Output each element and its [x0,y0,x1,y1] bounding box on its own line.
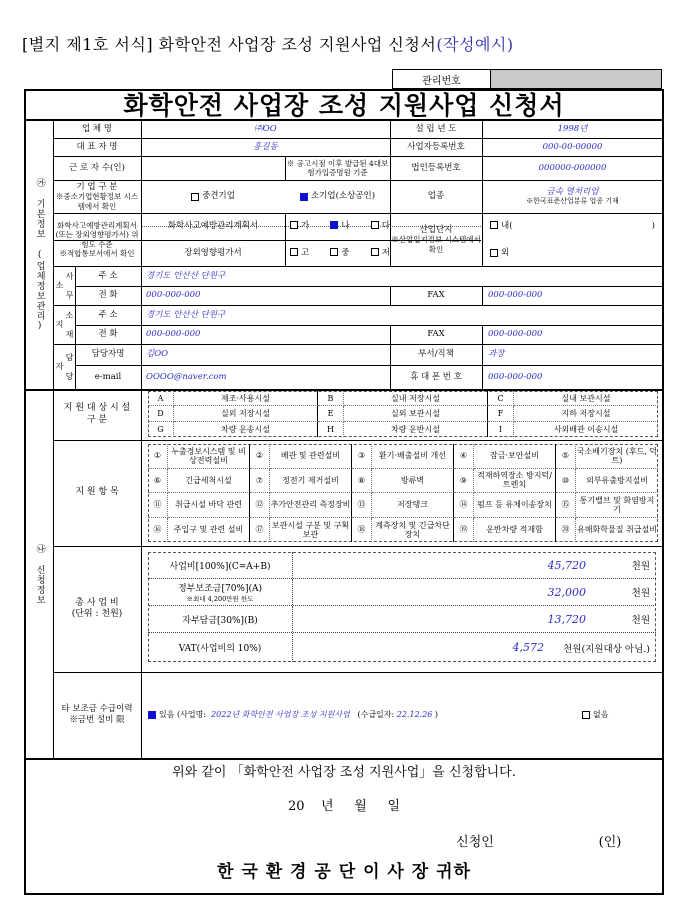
addressee: 한 국 환 경 공 단 이 사 장 귀하 [217,862,471,883]
site-address-value[interactable]: 경기도 안산산 단원구 [146,309,226,320]
prevention-plan-levels[interactable]: 가 나 다 [290,213,390,240]
total-cost-label: 총 사 업 비 (단위 : 천원) [71,597,123,619]
support-item-number[interactable]: ⑭ [454,493,474,518]
other-subsidy-no-option[interactable]: 없음 [582,672,652,758]
other-subsidy-date[interactable]: 22.12.26 [396,710,433,719]
facility-code: E [318,406,344,421]
cost-unit: 천원 [631,588,650,599]
support-item-name: 외부유출방지설비 [576,469,658,494]
cost-label-text: 자부담금[30%](B) [182,615,258,626]
support-item-name: 긴급세척시설 [168,469,250,494]
est-year-label: 설 립 년 도 [415,124,457,135]
rep-name-label: 대 표 자 명 [76,141,118,152]
support-item-number[interactable]: ⑲ [454,518,474,543]
support-item-name: 추가안전관리 측정장비 [270,493,352,518]
rep-name-value[interactable]: 홍길동 [253,141,278,152]
facility-name[interactable]: 실내 저장시설 [344,391,488,406]
biz-reg-label: 사업자등록번호 [407,141,465,152]
support-item-name: 운반차량 적재함 [474,518,556,543]
support-item-name: 적재하역장소 방지턱/트렌치 [474,469,556,494]
management-number-label: 관리번호 [393,70,491,88]
corp-reg-label: 법인등록번호 [411,162,461,173]
support-item-number[interactable]: ⑮ [556,493,576,518]
support-item-number[interactable]: ⑫ [250,493,270,518]
contact-email-label: e-mail [94,371,122,382]
employee-count-note: ※ 공고시점 이후 발급된 4대보험가입증명원 기준 [286,158,389,177]
office-fax-value[interactable]: 000-000-000 [488,290,543,301]
support-item-number[interactable]: ② [250,444,270,469]
support-item-number[interactable]: ③ [352,444,372,469]
facility-name[interactable]: 제조·사용시설 [174,391,318,406]
checkbox-icon [290,248,298,256]
example-tag: (작성예시) [436,35,514,54]
facility-code: C [488,391,514,406]
support-item-number[interactable]: ⑩ [556,469,576,494]
facility-name[interactable]: 실외 저장시설 [174,406,318,421]
support-item-name: 유해화학물질 취급설비 [577,525,657,535]
checkbox-icon [290,221,298,229]
cost-label-note: ※최대 4,200만원 한도 [186,595,254,603]
office-phone-label: 전 화 [98,290,118,301]
cost-amount[interactable]: 32,000 [547,585,586,599]
employee-count-value[interactable] [141,156,285,180]
checkbox-icon [490,249,498,257]
support-item-number[interactable]: ⑥ [148,469,168,494]
company-name-value[interactable]: ㈜OO [254,124,277,135]
support-item-number[interactable]: ⑤ [556,444,576,469]
company-type-label: 기 업 구 분 ※중소기업현황정보 시스템에서 확인 [55,181,139,211]
office-fax-label: FAX [427,290,445,301]
support-item-name: 통기밸브 및 화염방지기 [576,493,658,518]
support-item-name: 취급시설 바닥 관련 [168,493,250,518]
cost-unit: 천원(지원대상 아님.) [563,643,650,655]
site-fax-value[interactable]: 000-000-000 [488,329,543,340]
checkbox-icon [330,248,338,256]
facility-name[interactable]: 차량 운반시설 [344,422,488,437]
checkbox-checked-icon [330,221,338,229]
facility-name[interactable]: 실내 보관시설 [514,391,658,406]
seal-mark[interactable]: (인) [598,834,622,850]
support-items-label: 지 원 항 목 [75,487,119,498]
risk-level-label: 화학사고예방관리계획서 (또는 장외영향평가서) 위험도 수준 ※적합통보서에서 확인 [55,220,139,258]
contact-name-value[interactable]: 김OO [146,349,169,360]
checkbox-checked-icon [148,711,156,719]
biz-reg-value[interactable]: 000-00-00000 [542,141,603,152]
section-basic-info-label: ㉮ 기본정보 (업체정보관리) [34,178,45,332]
contact-label: 담 당 자 [55,352,74,381]
cost-row-label [148,552,293,578]
cost-label-text: 정부보조금[70%](A) [177,584,263,594]
facility-type-label: 지 원 대 상 시 설 구 분 [63,403,131,425]
corp-reg-value[interactable]: 000000-000000 [538,162,607,173]
cost-amount[interactable]: 13,720 [547,612,586,626]
complex-outside-option[interactable]: 외 [490,240,590,266]
contact-mobile-label: 휴 대 폰 번 호 [410,371,462,382]
support-item-number[interactable]: ⑬ [352,493,372,518]
checkbox-icon [490,221,498,229]
office-address-label: 주 소 [98,270,118,281]
cost-row [148,633,656,662]
cost-label-text: VAT(사업비의 10%) [178,644,262,654]
facility-code: A [148,391,174,406]
cost-row-label [148,579,293,605]
cost-label-text: 사업비[100%](C=A+B) [169,561,271,572]
type-small-option[interactable]: 소기업(소상공인) [285,180,390,213]
site-phone-label: 전 화 [98,329,118,340]
facility-code: B [318,391,344,406]
complex-inside-option[interactable]: 내( ) [490,213,655,240]
cost-value[interactable] [293,579,656,605]
support-item-name: 정전기 제거설비 [270,469,352,494]
support-item-number[interactable]: ⑦ [250,469,270,494]
est-year-value[interactable]: 1998년 [557,124,588,135]
cost-unit: 천원 [631,561,650,572]
type-midsize-option[interactable]: 중견기업 [141,180,285,213]
support-item-number[interactable]: ⑳ [556,518,576,543]
support-item-number[interactable]: ⑧ [352,469,372,494]
cost-row [148,579,656,606]
contact-email-value[interactable]: OOOO@naver.com [146,371,227,382]
section-application-label: ㉯ 신청정보 [34,544,45,605]
cost-value[interactable] [293,606,656,632]
cost-row-label [148,633,293,662]
contact-name-label: 담당자명 [91,349,125,360]
support-item-name: 펌프 등 유체이송장치 [474,493,556,518]
checkbox-checked-icon [300,193,308,201]
facility-code: I [488,422,514,437]
facility-name[interactable]: 차량 운송시설 [174,422,318,437]
site-label: 소 재 지 [55,310,74,339]
support-item-name: 주입구 및 관련 설비 [168,518,250,543]
cost-unit: 천원 [631,615,650,626]
support-item-name: 잠금·보안설비 [474,444,556,469]
declaration-statement: 위와 같이 「화학안전 사업장 조성 지원사업」을 신청합니다. [172,764,516,780]
facility-name[interactable]: 사외배관 이송시설 [553,424,619,434]
site-phone-value[interactable]: 000-000-000 [146,329,201,340]
support-item-name: 저장탱크 [372,493,454,518]
facility-code: D [148,406,174,421]
facility-code: G [148,422,174,437]
support-item-number[interactable]: ⑪ [148,493,168,518]
industrial-complex-label: 산업단지 ※산업입지정보 시스템에서 확인 [391,224,481,254]
industry-label: 업종 [427,191,445,202]
cost-row [148,552,656,579]
cost-amount[interactable]: 45,720 [547,558,586,572]
contact-mobile-value[interactable]: 000-000-000 [488,371,543,382]
other-subsidy-project[interactable]: 2022년 화학안전 사업장 조성 지원사업 [211,710,350,719]
contact-dept-label: 부서/직책 [418,349,454,360]
support-item-number[interactable]: ⑨ [454,469,474,494]
other-subsidy-yes-option[interactable]: 있음 (사업명: 2022년 화학안전 사업장 조성 지원사업 (수급일자: 22.12.26 ) [148,672,588,758]
office-label: 사 무 소 [55,271,74,300]
support-item-number[interactable]: ④ [454,444,474,469]
form-title: 화학안전 사업장 조성 지원사업 신청서 [24,89,664,121]
employee-count-label: 근 로 자 수(인) [69,162,125,173]
contact-dept-value[interactable]: 과장 [488,349,505,360]
support-item-number[interactable]: ① [148,444,168,469]
facility-grid [148,391,658,437]
checkbox-icon [582,711,590,719]
support-item-name: 방류벽 [372,469,454,494]
support-item-name: 계측장치 및 긴급차단장치 [372,518,454,543]
checkbox-icon [371,221,379,229]
offsite-assessment-label: 장외영향평가서 [184,247,242,258]
support-item-name: 국소배기장치 (후드, 덕트) [576,444,658,469]
application-date[interactable]: 20 년 월 일 [287,798,401,814]
cost-amount[interactable]: 4,572 [512,641,544,654]
support-item-number[interactable]: ⑯ [148,518,168,543]
site-fax-label: FAX [427,329,445,340]
checkbox-icon [191,193,199,201]
office-phone-value[interactable]: 000-000-000 [146,290,201,301]
office-address-value[interactable]: 경기도 안산산 단원구 [146,270,226,281]
support-item-name: 보관시설 구분 및 구획 보관 [270,518,352,543]
support-grid [148,444,658,542]
industry-value[interactable]: 금속 열처리업 ※한국표준산업분류 업종 기재 [526,186,619,206]
cost-value[interactable] [293,633,656,662]
site-address-label: 주 소 [98,309,118,320]
support-item-number[interactable]: ⑱ [352,518,372,543]
facility-name[interactable]: 실외 보관시설 [344,406,488,421]
prevention-plan-label: 화학사고예방관리계획서 [167,221,259,232]
company-name-label: 업 체 명 [81,124,113,135]
support-item-name: 배관 및 관련설비 [270,444,352,469]
offsite-assessment-levels[interactable]: 고 중 저 [290,240,390,266]
cost-row-label [148,606,293,632]
cost-row [148,606,656,633]
other-subsidy-label: 타 보조금 수급이력 ※금번 설비 限 [61,704,133,725]
checkbox-icon [371,248,379,256]
applicant-label: 신청인 [456,834,494,850]
support-item-number[interactable]: ⑰ [250,518,270,543]
cost-value[interactable] [293,552,656,578]
facility-code: F [488,406,514,421]
facility-code: H [318,422,344,437]
support-item-name: 누출경보시스템 및 비상전력설비 [168,444,250,469]
form-header: [별지 제1호 서식] 화학안전 사업장 조성 지원사업 신청서(작성예시) [22,35,514,54]
support-item-name: 환기·배출설비 개선 [372,444,454,469]
facility-name[interactable]: 지하 저장시설 [514,406,658,421]
